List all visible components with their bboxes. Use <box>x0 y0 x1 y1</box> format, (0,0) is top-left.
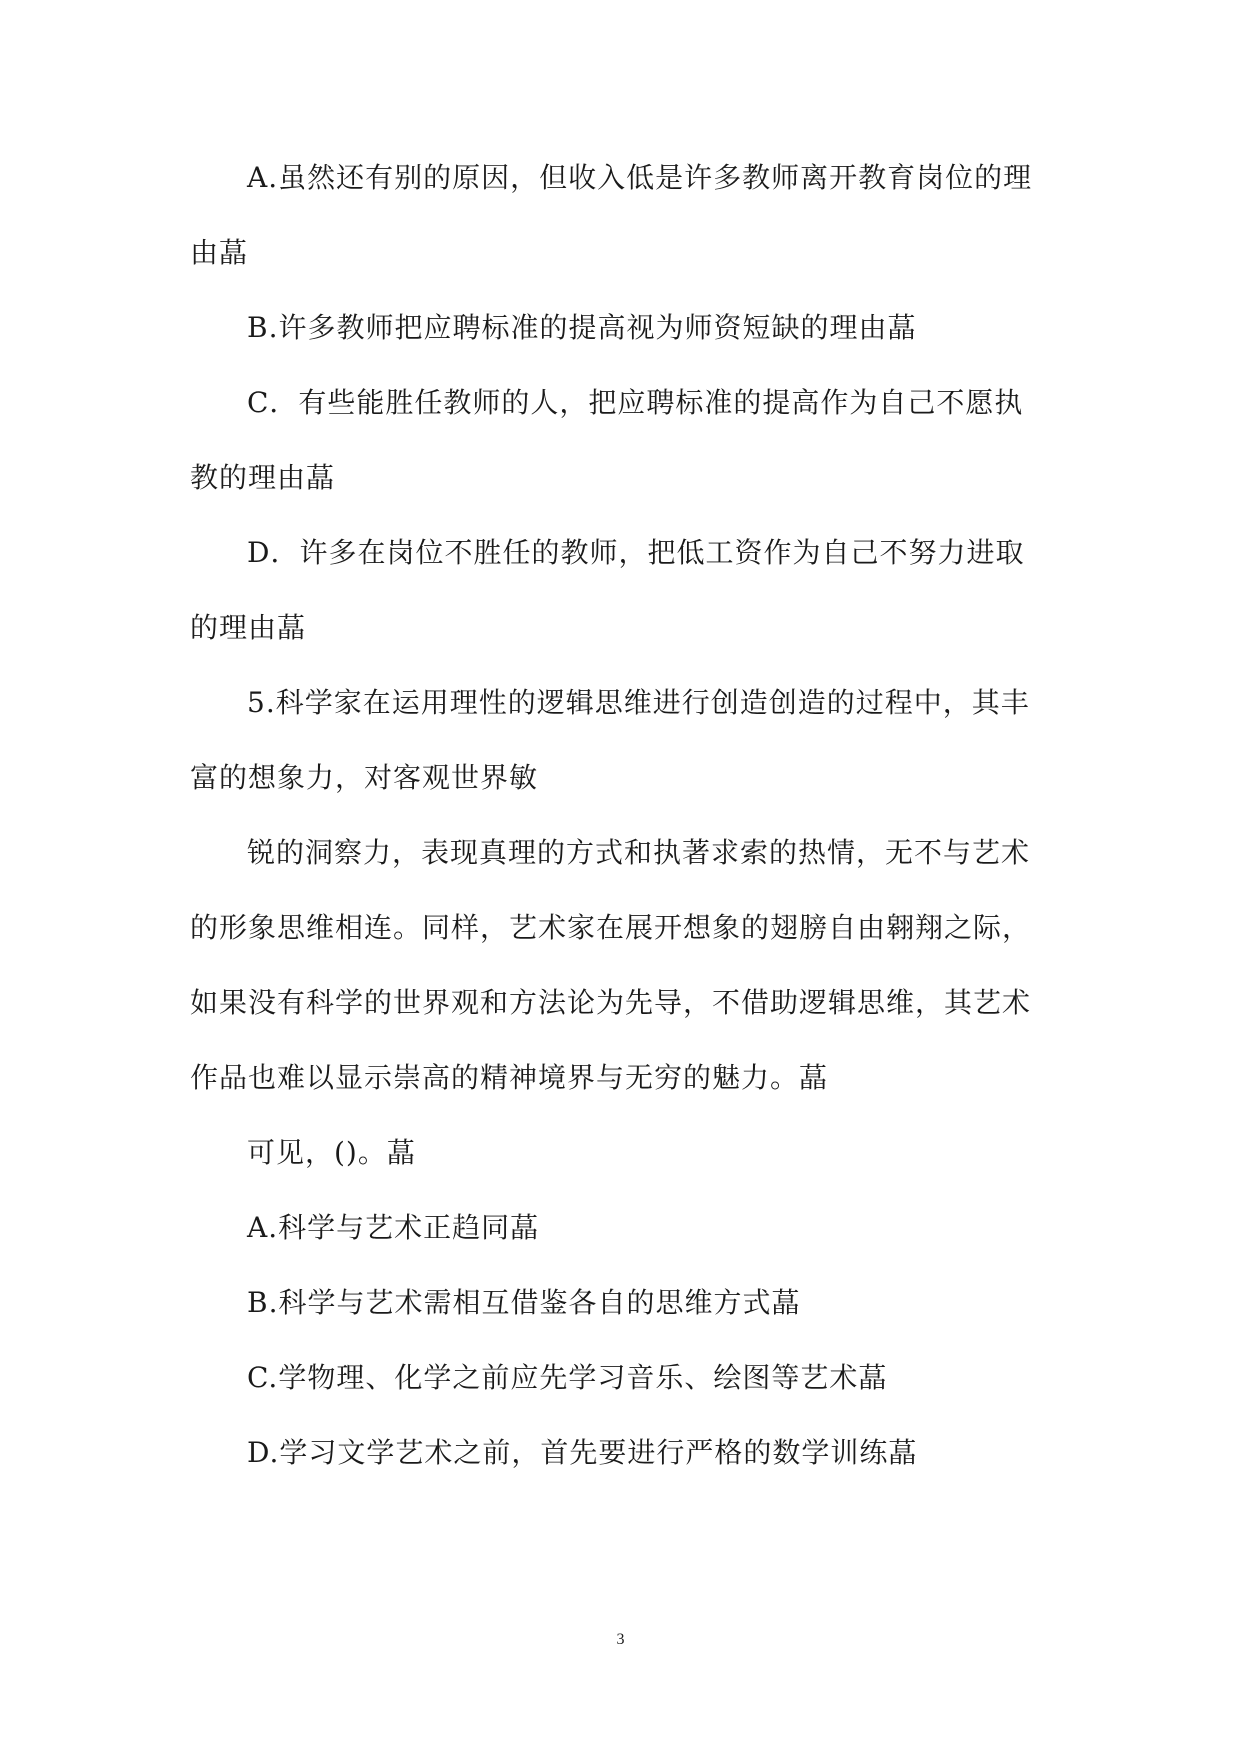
option-b-line: B.许多教师把应聘标准的提高视为师资短缺的理由蕌 <box>247 311 917 344</box>
option-d-line-2: 的理由蕌 <box>190 611 307 644</box>
question-5-option-d: D.学习文学艺术之前，首先要进行严格的数学训练蕌 <box>247 1436 918 1469</box>
question-5-line-5: 如果没有科学的世界观和方法论为先导，不借助逻辑思维，其艺术 <box>190 986 1032 1019</box>
question-5-line-2: 富的想象力，对客观世界敏 <box>190 761 539 794</box>
page-number: 3 <box>616 1631 625 1648</box>
question-5-option-c: C.学物理、化学之前应先学习音乐、绘图等艺术蕌 <box>247 1361 888 1394</box>
option-c-line-2: 教的理由蕌 <box>190 461 336 494</box>
question-5-line-4: 的形象思维相连。同样，艺术家在展开想象的翅膀自由翱翔之际， <box>190 911 1032 944</box>
question-5-prompt: 可见，()。蕌 <box>247 1136 416 1169</box>
question-5-line-3: 锐的洞察力，表现真理的方式和执著求索的热情，无不与艺术 <box>247 836 1031 869</box>
question-5-line-6: 作品也难以显示崇高的精神境界与无穷的魅力。蕌 <box>190 1061 829 1094</box>
option-a-line-2: 由蕌 <box>190 236 249 269</box>
question-5-option-b: B.科学与艺术需相互借鉴各自的思维方式蕌 <box>247 1286 801 1319</box>
question-5-line-1: 5.科学家在运用理性的逻辑思维进行创造创造的过程中，其丰 <box>247 686 1030 719</box>
option-a-line-1: A.虽然还有别的原因，但收入低是许多教师离开教育岗位的理 <box>247 161 1033 194</box>
option-c-line-1: C．有些能胜任教师的人，把应聘标准的提高作为自己不愿执 <box>247 386 1024 419</box>
question-5-option-a: A.科学与艺术正趋同蕌 <box>247 1211 540 1244</box>
option-d-line-1: D．许多在岗位不胜任的教师，把低工资作为自己不努力进取 <box>247 536 1025 569</box>
